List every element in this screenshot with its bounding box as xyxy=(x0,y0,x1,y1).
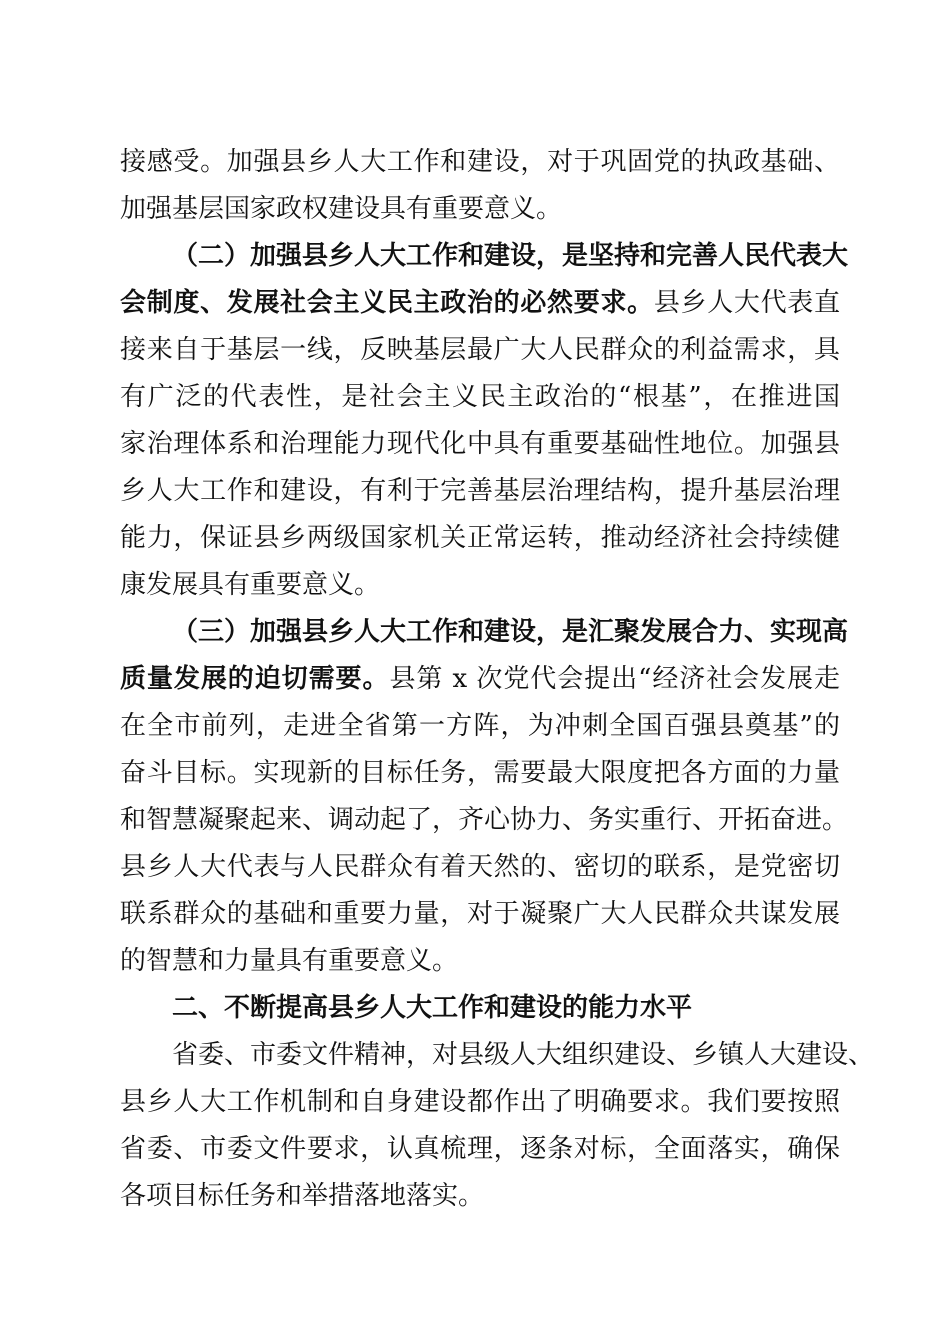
subheading-line: （二）加强县乡人大工作和建设，是坚持和完善人民代表大 xyxy=(172,241,849,271)
paragraph-line: 家治理体系和治理能力现代化中具有重要基础性地位。加强县 xyxy=(120,429,840,459)
paragraph-line: 省委、市委文件要求，认真梳理，逐条对标，全面落实，确保 xyxy=(120,1134,840,1164)
paragraph-line: 奋斗目标。实现新的目标任务，需要最大限度把各方面的力量 xyxy=(120,758,840,788)
paragraph-line: 加强基层国家政权建设具有重要意义。 xyxy=(120,194,563,224)
paragraph-line: 在全市前列，走进全省第一方阵，为冲刺全国百强县奠基”的 xyxy=(120,711,840,741)
paragraph-text: 县第 x 次党代会提出“经济社会发展走 xyxy=(389,664,840,694)
subheading-tail: 质量发展的迫切需要。 xyxy=(120,664,390,694)
paragraph-line: 康发展具有重要意义。 xyxy=(120,570,381,600)
paragraph-line xyxy=(120,288,840,318)
paragraph-line: 各项目标任务和举措落地落实。 xyxy=(120,1181,485,1211)
paragraph-line: 的智慧和力量具有重要意义。 xyxy=(120,946,459,976)
paragraph-line: 有广泛的代表性，是社会主义民主政治的“根基”，在推进国 xyxy=(120,382,840,412)
paragraph-line: 和智慧凝聚起来、调动起了，齐心协力、务实重行、开拓奋进。 xyxy=(120,805,849,835)
section-heading: 二、不断提高县乡人大工作和建设的能力水平 xyxy=(172,993,693,1023)
subheading-line: （三）加强县乡人大工作和建设，是汇聚发展合力、实现高 xyxy=(172,617,849,647)
subheading-tail: 会制度、发展社会主义民主政治的必然要求。 xyxy=(120,288,654,318)
paragraph-line: 联系群众的基础和重要力量，对于凝聚广大人民群众共谋发展 xyxy=(120,899,840,929)
paragraph-line: 能力，保证县乡两级国家机关正常运转，推动经济社会持续健 xyxy=(120,523,840,553)
paragraph-line: 县乡人大代表与人民群众有着天然的、密切的联系，是党密切 xyxy=(120,852,840,882)
paragraph-text: 县乡人大代表直 xyxy=(653,288,840,318)
paragraph-line: 省委、市委文件精神，对县级人大组织建设、乡镇人大建设、 xyxy=(172,1040,875,1070)
paragraph-line: 接感受。加强县乡人大工作和建设，对于巩固党的执政基础、 xyxy=(120,147,840,177)
paragraph-line: 乡人大工作和建设，有利于完善基层治理结构，提升基层治理 xyxy=(120,476,840,506)
paragraph-line: 接来自于基层一线，反映基层最广大人民群众的利益需求，具 xyxy=(120,335,840,365)
paragraph-line: 县乡人大工作机制和自身建设都作出了明确要求。我们要按照 xyxy=(120,1087,840,1117)
paragraph-line xyxy=(120,664,840,694)
